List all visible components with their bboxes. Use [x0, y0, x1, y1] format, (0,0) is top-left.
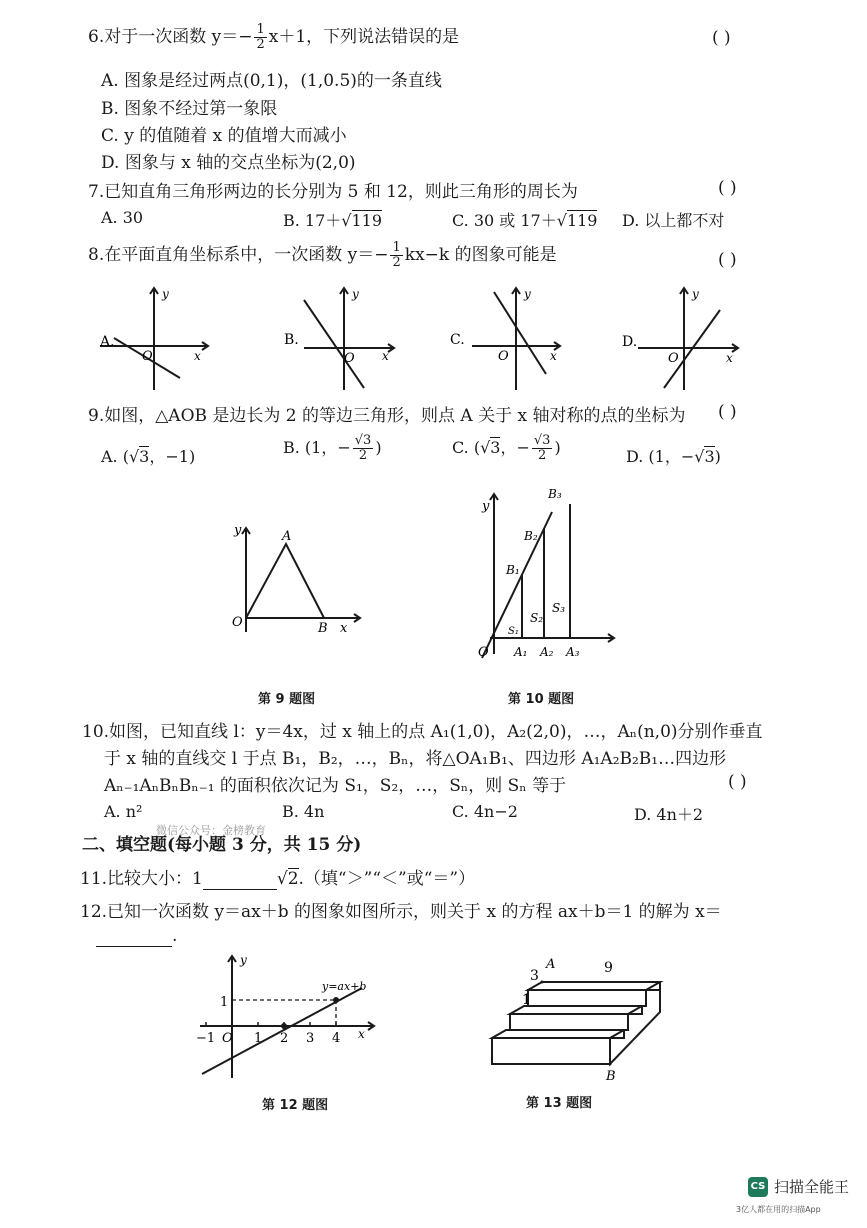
fig10-y-label: y [482, 499, 490, 514]
q9-stem: 9.如图，△AOB 是边长为 2 的等边三角形，则点 A 关于 x 轴对称的点的坐标为 [88, 406, 686, 426]
q11-post: .（填“＞”“＜”或“＝”） [298, 869, 476, 889]
q7-option-b-radicand: 119 [351, 211, 383, 230]
q10-stem-line1: 10.如图，已知直线 l：y＝4x，过 x 轴上的点 A₁(1,0)，A₂(2,0)，…，Aₙ(n,0)分别作垂直 [82, 722, 763, 742]
fig13-step-3-front [528, 990, 646, 1006]
q8-graph-a[interactable] [96, 282, 216, 394]
fig9-figure [220, 520, 370, 640]
q9-option-a[interactable] [101, 444, 195, 467]
q6-option-d[interactable]: D. 图象与 x 轴的交点坐标为(2,0) [101, 153, 356, 173]
q7-stem: 7.已知直角三角形两边的长分别为 5 和 12，则此三角形的周长为 [88, 182, 578, 202]
fig13-b-label: B [606, 1069, 616, 1084]
q8-tail: kx−k 的图象可能是 [404, 245, 557, 265]
fig10-o-label: O [478, 645, 489, 660]
q10-option-b[interactable]: B. 4n [282, 802, 325, 821]
q8-graph-b[interactable] [282, 282, 402, 394]
fig12-y1-label: 1 [220, 995, 229, 1010]
fig9-o-label: O [232, 615, 243, 630]
q7-option-c-radicand: 119 [566, 211, 598, 230]
q7-answer-paren[interactable]: ( ) [718, 178, 737, 198]
q8-graph-b-y: y [352, 287, 359, 301]
q9-option-c-post: ) [554, 438, 561, 457]
q9-option-b-pre: B. (1，− [283, 438, 351, 457]
q12-answer-blank[interactable] [96, 926, 172, 947]
fig9-x-label: x [340, 621, 348, 636]
scanner-badge [748, 1176, 849, 1197]
q10-option-a[interactable]: A. n² [104, 802, 143, 821]
q8-answer-paren[interactable]: ( ) [718, 250, 737, 270]
fig13-step-1-front [492, 1038, 610, 1064]
fig12-y-label: y [240, 953, 247, 967]
q11-radicand: 2 [287, 869, 299, 889]
fig12-o-label: O [222, 1031, 233, 1046]
q11-sqrt-symbol: √ [276, 869, 288, 889]
fig12-tick-4: 4 [332, 1031, 341, 1046]
q11-pre: 11.比较大小：1 [80, 869, 203, 889]
q9-option-c-mid: ，− [500, 438, 530, 457]
q7-option-b-pre: B. 17＋√ [283, 211, 352, 230]
q6-option-b[interactable]: B. 图象不经过第一象限 [101, 99, 278, 119]
q6-lead: 6.对于一次函数 y＝− [88, 27, 253, 47]
q12-answer-line [96, 926, 177, 947]
q7-option-c[interactable] [452, 208, 597, 231]
fig12-x-label: x [358, 1027, 365, 1041]
q10-stem-line3: Aₙ₋₁AₙBₙBₙ₋₁ 的面积依次记为 S₁，S₂，…，Sₙ，则 Sₙ 等于 [104, 776, 567, 796]
q12-period: . [172, 926, 178, 946]
q8-graph-b-x: x [382, 349, 389, 363]
fig9-b-label: B [318, 621, 328, 636]
q8-fraction [390, 241, 402, 270]
scanner-subtitle: 3亿人都在用的扫描App [736, 1205, 821, 1214]
q9-option-d[interactable] [626, 444, 721, 467]
fig13-nine-label: 9 [604, 960, 613, 976]
q9-option-d-radicand: 3 [704, 447, 715, 466]
fig9-triangle [246, 544, 324, 618]
section2-title: 二、填空题 [82, 835, 167, 855]
fig10-a3-label: A₃ [566, 645, 580, 659]
q8-graph-d-y: y [692, 287, 699, 301]
fig10-s1-label: S₁ [508, 626, 519, 637]
fig10-a1-label: A₁ [514, 645, 528, 659]
fig13-step-1-top [492, 1030, 624, 1038]
q8-lead: 8.在平面直角坐标系中，一次函数 y＝− [88, 245, 389, 265]
q10-stem-line2: 于 x 轴的直线交 l 于点 B₁，B₂，…，Bₙ，将△OA₁B₁、四边形 A₁A₂B₂B₁…四边形 [104, 749, 727, 769]
q8-frac-num: 1 [392, 240, 401, 255]
q8-frac-den: 2 [392, 255, 401, 270]
fig12-point-x-intercept [281, 1023, 287, 1029]
q9-option-a-pre: A. (√ [101, 447, 140, 466]
q9-option-a-post: ，−1) [149, 447, 196, 466]
q9-option-d-post: ) [714, 447, 721, 466]
q6-tail: x＋1，下列说法错误的是 [268, 27, 460, 47]
fig9-a-label: A [282, 529, 292, 544]
q9-option-c-radicand: 3 [490, 438, 501, 457]
q6-option-a[interactable]: A. 图象是经过两点(0,1)，(1,0.5)的一条直线 [101, 71, 442, 91]
q6-option-c[interactable]: C. y 的值随着 x 的值增大而减小 [101, 126, 347, 146]
q6-stem [88, 22, 459, 52]
fig13-step-3-top [528, 982, 660, 990]
q12-stem: 12.已知一次函数 y＝ax＋b 的图象如图所示，则关于 x 的方程 ax＋b＝1 的解为 x＝ [80, 902, 722, 922]
q10-answer-paren[interactable]: ( ) [728, 772, 747, 792]
q8-graph-d-label: D. [622, 334, 638, 350]
fig10-s2-label: S₂ [530, 611, 544, 625]
q9-option-c-num: √3 [533, 433, 551, 448]
q6-answer-paren[interactable]: ( ) [712, 28, 731, 48]
q11-answer-blank[interactable] [203, 869, 277, 890]
q9-option-a-radicand: 3 [139, 447, 150, 466]
q9-option-c-pre: C. (√ [452, 438, 491, 457]
q8-graph-a-label: A. [100, 334, 115, 350]
q7-option-b[interactable] [283, 208, 382, 231]
watermark-text: 微信公众号：金榜教育 [156, 824, 266, 837]
fig12-func-label: y=ax+b [322, 980, 367, 993]
q8-graph-a-x: x [194, 349, 201, 363]
q9-option-d-pre: D. (1，−√ [626, 447, 705, 466]
q8-graph-c-y: y [524, 287, 531, 301]
q8-graph-b-label: B. [284, 332, 299, 348]
fig12-tick-1: 1 [254, 1031, 263, 1046]
q8-graph-d-o: O [668, 351, 679, 366]
q11-stem [80, 864, 475, 890]
fig13-three-label: 3 [530, 968, 539, 984]
q9-option-b-den: 2 [358, 448, 368, 463]
fig12-caption: 第 12 题图 [262, 1098, 329, 1113]
fig10-s3-label: S₃ [552, 601, 566, 615]
q8-graph-c-x: x [550, 349, 557, 363]
q9-option-c-fraction [532, 434, 553, 463]
q8-graph-d-x: x [726, 351, 733, 365]
fig10-b1-label: B₁ [506, 563, 520, 577]
fig9-y-label: y [234, 523, 242, 538]
scanner-logo-icon: CS [748, 1177, 768, 1197]
q8-graph-c-label: C. [450, 332, 465, 348]
q7-option-c-pre: C. 30 或 17＋√ [452, 211, 567, 230]
fig13-step-2-front [510, 1014, 628, 1030]
fig12-tick-2: 2 [280, 1031, 289, 1046]
q9-answer-paren[interactable]: ( ) [718, 402, 737, 422]
q6-frac-den: 2 [256, 37, 265, 52]
q8-graph-b-line [304, 300, 364, 388]
q10-option-c[interactable]: C. 4n−2 [452, 802, 518, 821]
q9-option-c-den: 2 [538, 448, 547, 463]
fig9-caption: 第 9 题图 [258, 692, 316, 707]
q10-option-d[interactable]: D. 4n＋2 [634, 805, 704, 824]
q8-graph-b-o: O [344, 351, 355, 366]
fig10-b3-label: B₃ [548, 487, 562, 501]
fig10-caption: 第 10 题图 [508, 692, 575, 707]
q8-graph-a-y: y [162, 287, 169, 301]
q6-fraction [254, 23, 266, 52]
q8-graph-c-o: O [498, 349, 509, 364]
q9-option-b-num: √3 [354, 433, 372, 448]
fig13-caption: 第 13 题图 [526, 1096, 593, 1111]
fig10-a2-label: A₂ [540, 645, 554, 659]
fig13-a-label: A [546, 957, 556, 972]
q8-graph-d[interactable] [620, 282, 744, 394]
section2-note: (每小题 3 分，共 15 分) [167, 835, 362, 855]
q8-stem [88, 240, 557, 270]
q9-option-b-fraction [353, 434, 374, 463]
fig10-figure [462, 482, 624, 682]
fig13-figure [484, 950, 674, 1084]
scanner-title: 扫描全能王 [774, 1178, 850, 1196]
fig12-tick-m1: −1 [196, 1031, 216, 1046]
fig10-b2-label: B₂ [524, 529, 538, 543]
q8-graph-c[interactable] [448, 282, 568, 394]
q9-option-b-post: ) [375, 438, 382, 457]
q7-option-a[interactable]: A. 30 [101, 208, 144, 227]
fig13-one-label: 1 [522, 992, 531, 1008]
q8-graph-a-o: O [142, 349, 153, 364]
fig12-tick-3: 3 [306, 1031, 315, 1046]
q7-option-d[interactable]: D. 以上都不对 [622, 211, 725, 230]
fig12-figure [192, 948, 382, 1084]
q6-frac-num: 1 [256, 22, 265, 37]
q9-option-c[interactable] [452, 434, 561, 463]
q9-option-b[interactable] [283, 434, 382, 463]
fig12-point-4-1 [333, 997, 339, 1003]
